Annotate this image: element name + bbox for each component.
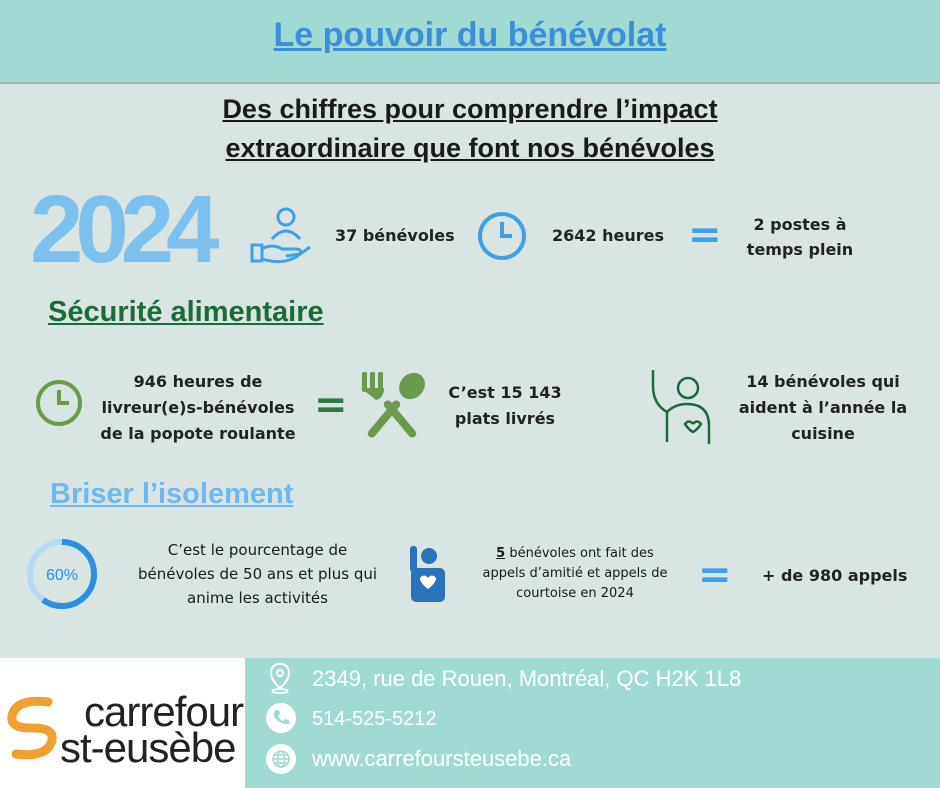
address-text: 2349, rue de Rouen, Montréal, QC H2K 1L8 bbox=[312, 666, 742, 691]
percent-line-2: bénévoles de 50 ans et plus qui bbox=[137, 565, 378, 583]
percent-line-1: C’est le pourcentage de bbox=[167, 541, 348, 559]
percent-ring-label: 60% bbox=[45, 567, 79, 584]
brand-line-2: st-eusèbe bbox=[60, 724, 236, 771]
meals-delivered bbox=[440, 380, 570, 432]
kitchen-line-2: aident à l’année la bbox=[738, 398, 908, 417]
calls-count: 5 bbox=[496, 546, 506, 561]
clock-green-icon bbox=[34, 378, 84, 432]
subtitle bbox=[120, 90, 820, 168]
carrefour-wordmark bbox=[60, 688, 244, 771]
kitchen-volunteers bbox=[728, 369, 918, 447]
full-time-line-1: 2 postes à bbox=[753, 215, 847, 234]
globe-icon bbox=[266, 744, 296, 774]
food-security-title: Sécurité alimentaire bbox=[48, 296, 324, 328]
calls-result: + de 980 appels bbox=[762, 566, 908, 585]
percent-ring bbox=[26, 536, 98, 616]
phone-text: 514-525-5212 bbox=[312, 708, 437, 730]
calls-line-1 bbox=[464, 544, 686, 564]
calls-line-1-rest: bénévoles ont fait des bbox=[505, 546, 654, 561]
fork-spoon-icon bbox=[356, 370, 430, 444]
calls-line-2: appels d’amitié et appels de bbox=[482, 566, 668, 581]
subtitle-line-1: Des chiffres pour comprendre l’impact bbox=[222, 94, 718, 124]
meals-line-1: C’est 15 143 bbox=[448, 383, 562, 402]
location-pin-icon bbox=[268, 662, 292, 698]
percent-line-3: anime les activités bbox=[187, 589, 328, 607]
full-time-positions bbox=[735, 212, 865, 262]
percent-description bbox=[125, 538, 390, 610]
delivery-hours-line-1: 946 heures de bbox=[133, 372, 263, 391]
equals-sign-green: = bbox=[314, 382, 348, 428]
carrefour-logo-mark bbox=[6, 694, 58, 766]
delivery-hours bbox=[98, 369, 298, 447]
volunteers-count: 37 bénévoles bbox=[335, 226, 455, 245]
clock-icon bbox=[476, 210, 528, 266]
hours-count: 2642 heures bbox=[552, 226, 664, 245]
raised-hand-volunteer-icon bbox=[643, 368, 715, 448]
hand-heart-icon bbox=[410, 546, 448, 608]
delivery-hours-line-3: de la popote roulante bbox=[100, 424, 296, 443]
meals-line-2: plats livrés bbox=[454, 409, 556, 428]
brand-line-1: carrefour bbox=[84, 688, 244, 735]
calls-line-3: courtoise en 2024 bbox=[516, 586, 634, 601]
hand-person-icon bbox=[248, 205, 316, 269]
year-graphic: 2024 bbox=[30, 176, 212, 283]
phone-icon bbox=[266, 703, 296, 733]
kitchen-line-1: 14 bénévoles qui bbox=[746, 372, 900, 391]
equals-sign: = bbox=[688, 212, 722, 258]
friendly-calls bbox=[464, 544, 686, 604]
full-time-line-2: temps plein bbox=[746, 240, 854, 259]
website-link[interactable]: www.carrefoursteusebe.ca bbox=[312, 746, 572, 771]
kitchen-line-3: cuisine bbox=[791, 424, 855, 443]
isolation-title: Briser l’isolement bbox=[50, 478, 294, 510]
equals-sign-calls: = bbox=[698, 552, 732, 598]
subtitle-line-2: extraordinaire que font nos bénévoles bbox=[225, 133, 715, 163]
delivery-hours-line-2: livreur(e)s-bénévoles bbox=[101, 398, 295, 417]
page-title: Le pouvoir du bénévolat bbox=[273, 16, 667, 54]
